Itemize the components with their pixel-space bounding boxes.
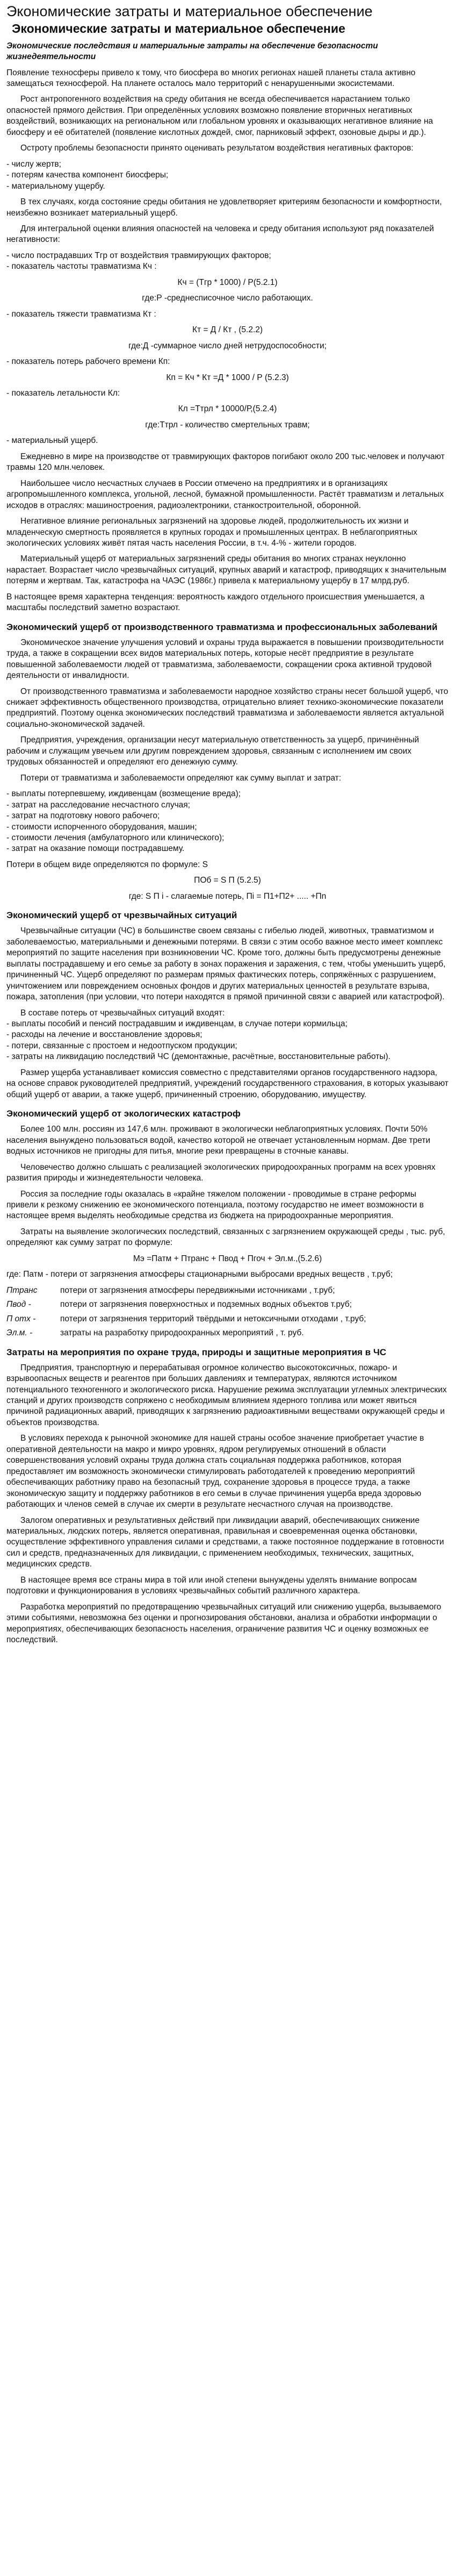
legend-symbol: Эл.м. -	[6, 1328, 33, 1338]
paragraph: - показатель тяжести травматизма Кт :	[6, 309, 156, 319]
paragraph: - материальный ущерб.	[6, 436, 98, 446]
paragraph: В условиях перехода к рыночной экономике для нашей страны особое значение приобретает участие в оперативной деятельности на макро и микро уровнях, ядром регулируемых отношений в области совершенствования условий охраны труда должна стать социальная поддержка работников, которая предоставляет им возможность экономически стимулировать работодателей к проведению мероприятий обеспечивающих работнику право на безопасный труд, сохранение здоровья в процессе труда, а также экономическую защиту и поддержку работников в его семьи в случае причинения ущерба вреда здоровью работающих и членов семей в случае их смерти в результате несчастного случая на производстве.	[6, 1434, 424, 1509]
list-item: - стоимости лечения (амбулаторного или клинического);	[6, 833, 225, 843]
formula-kn: Кп = Кч * Кт =Д * 1000 / Р (5.2.3)	[166, 373, 289, 382]
list-item: - выплаты потерпевшему, иждивенцам (возмещение вреда);	[6, 789, 241, 799]
section-main-title: Экономические затраты и материальное обеспечение	[12, 22, 345, 36]
paragraph: В составе потерь от чрезвычайных ситуаций входят:	[20, 1008, 225, 1018]
paragraph: Размер ущерба устанавливает комиссия совместно с представителями органов государственного надзора, на основе справок руководителей предприятий, учреждений государственного страхования, в которых указывают общий ущерб от аварии, а также ущерб, причиненный строению, оборудованию, имуществу.	[6, 1068, 449, 1099]
formula-pob: ПОб = S П (5.2.5)	[194, 876, 261, 885]
section-measures-title: Затраты на мероприятия по охране труда, природы и защитные мероприятия в ЧС	[6, 1347, 387, 1357]
paragraph: Потери в общем виде определяются по формуле: S	[6, 860, 208, 869]
paragraph: Наибольшее число несчастных случаев в России отмечено на предприятиях и в организациях агропромышленного комплекса, угольной, лесной, бумажной промышленности. Растёт травматизм и летальных исходов в отраслях: машиностроения, радиоэлектроники, станкостроительной, оборонной.	[6, 478, 444, 510]
paragraph: Остроту проблемы безопасности принято оценивать результатом воздействия негативных факторов:	[20, 144, 414, 153]
section-emergency	[6, 910, 449, 1100]
list-item: - материальному ущербу.	[6, 181, 105, 191]
formula-note: где: S П і - слагаемые потерь, Пі = П1+П2+ ..... +Пn	[128, 891, 327, 901]
list-item: - расходы на лечение и восстановление здоровья;	[6, 1030, 203, 1040]
paragraph: Человечество должно слышать с реализацией экологических природоохранных программ на всех уровнях развития природы и жизнедеятельности человека.	[6, 1162, 436, 1183]
formula-note: где:Д -суммарное число дней нетрудоспособности;	[128, 341, 327, 350]
formula-kl: Кл =Ттрл * 10000/Р,(5.2.4)	[178, 404, 277, 414]
list-item: - затрат на оказание помощи пострадавшему.	[6, 844, 185, 854]
paragraph: Экономическое значение улучшения условий и охраны труда выражается в повышении производительности труда, а также в сокращении всех видов материальных потерь, которые несёт предприятие в результате повышенной заболеваемости людей от травматизма, заболеваемости, сокращении срока активной трудовой деятельности от инвалидности.	[6, 638, 444, 681]
paragraph: Рост антропогенного воздействия на среду обитания не всегда обеспечивается нарастанием только опасностей прямого действия. При определённых условиях возможно появление вторичных негативных воздействий, возникающих на региональном или глобальном уровнях и оказывающих негативное влияние на биосферу и её обитателей (появление кислотных дождей, смог, парниковый эффект, озоновые дыры и др.).	[6, 95, 434, 137]
legend-symbol: Пвод -	[6, 1300, 31, 1310]
list-item: - потерям качества компонент биосферы;	[6, 170, 169, 180]
paragraph: Материальный ущерб от материальных загрязнений среды обитания во многих странах неуклонно нарастает. Возрастает число чрезвычайных ситуаций, крупных аварий и катастроф, приводящих к значительным потерям и жертвам. Так, катастрофа на ЧАЭС (1986г.) привела к материальному ущербу в 17 млрд.руб.	[6, 554, 446, 586]
paragraph: Затраты на выявление экологических последствий, связанных с загрязнением окружающей среды , тыс. руб, определяют как сумму затрат по формуле:	[6, 1227, 445, 1248]
paragraph: В настоящее время характерна тенденция: вероятность каждого отдельного происшествия уменьшается, а масштабы последствий заметно возрастают.	[6, 592, 425, 613]
paragraph: Предприятия, учреждения, организации несут материальную ответственность за ущерб, причинённый рабочим и служащим увечьем или другим повреждением здоровья, связанным с исполнением им своих трудовых обязанностей и определяют его денежную сумму.	[6, 735, 420, 767]
formula-note: где: Патм - потери от загрязнения атмосферы стационарными выбросами вредных веществ , т.руб;	[6, 1270, 393, 1279]
paragraph: - показатель летальности Кл:	[6, 388, 120, 398]
paragraph: Негативное влияние региональных загрязнений на здоровье людей, продолжительность их жизни и младенческую смертность проявляется в крупных городах и промышленных центрах. В неблагоприятных экологических условиях живёт пятая часть населения России, в т.ч. 4-% - жители городов.	[6, 517, 417, 548]
formula-ms: Мэ =Патм + Птранс + Пвод + Пгоч + Эл.м.,(5.2.6)	[133, 1254, 322, 1263]
paragraph: Предприятия, транспортную и перерабатывая огромное количество высокотоксичных, пожаро- и взрывоопасных веществ и реагентов при больших давлениях и температурах, являются источником потенциального техногенного и экологического риска. Нарушение режима эксплуатации углемных электрических станций и других производств сопряжено с необходимым влиянием ядерного топлива или может явиться причиной радиационных аварий, приводящих к загрязнению радиоактивными веществами окружающей среды и объектов производства.	[6, 1363, 447, 1427]
section-injury	[6, 621, 449, 903]
legend-symbol: Птранс	[6, 1285, 38, 1295]
legend-symbol: П отх -	[6, 1314, 36, 1323]
formula-kt: Кт = Д / Кт , (5.2.2)	[192, 325, 263, 335]
paragraph: Ежедневно в мире на производстве от травмирующих факторов погибают около 200 тыс.человек и получают травмы 120 млн.человек.	[6, 452, 445, 473]
legend-text: затраты на разработку природоохранных мероприятий , т. руб.	[60, 1328, 304, 1338]
list-item: - затрат на расследование несчастного случая;	[6, 800, 190, 810]
section-injury-title: Экономический ущерб от производственного травматизма и профессиональных заболеваний	[6, 621, 438, 632]
section-eco-title: Экономический ущерб от экологических катастроф	[6, 1108, 241, 1119]
section-main-lead: Экономические последствия и материальные затраты на обеспечение безопасности жизнедеятельности	[6, 41, 378, 62]
section-main	[6, 22, 449, 614]
paragraph: Чрезвычайные ситуации (ЧС) в большинстве своем связаны с гибелью людей, животных, травматизмом и заболеваемостью, материальными и денежными потерями. В связи с этим особо важное место имеет комплекс мероприятий по защите населения при возникновении ЧС. Кроме того, должны быть предусмотрены денежные выплаты пострадавшему и его семье за работу в зонах поражения и заражения, с тем, чтобы уменьшить ущерб, причиненный ЧС. Ущерб определяют по размерам прямых фактических потерь, сопряжённых с разрушением, уничтожением или повреждением основных фондов и других материальных ценностей в результате взрыва, пожара, затопления (при условии, что потери находятся в прямой причинной связи с аварией или катастрофой).	[6, 926, 446, 1002]
legend-row	[6, 1314, 449, 1325]
paragraph: Потери от травматизма и заболеваемости определяют как сумму выплат и затрат:	[20, 773, 342, 783]
list-item: - число пострадавших Тгр от воздействия травмирующих факторов;	[6, 251, 271, 260]
legend-row	[6, 1299, 449, 1310]
section-emergency-title: Экономический ущерб от чрезвычайных ситуаций	[6, 910, 237, 921]
section-measures	[6, 1347, 449, 1646]
paragraph: Более 100 млн. россиян из 147,6 млн. проживают в экологически неблагоприятных условиях. Почти 50% населения вынуждено пользоваться водой, качество которой не отвечает установленным нормам. Две трети водных источников не пригодны для питья, многие реки превращены в сточные канавы.	[6, 1125, 430, 1156]
paragraph: Россия за последние годы оказалась в «крайне тяжелом положении - проводимые в стране реформы привели к резкому снижению ее экономического потенциала, поэтому государство не имеет возможности в настоящее время выделять необходимые средства из бюджета на природоохранные мероприятия.	[6, 1189, 424, 1221]
list-item: - затраты на ликвидацию последствий ЧС (демонтажные, расчётные, восстановительные работы).	[6, 1052, 391, 1062]
legend-row	[6, 1328, 449, 1339]
formula-note: где:Р -среднесписочное число работающих.	[142, 294, 313, 303]
legend-text: потери от загрязнения атмосферы передвижными источниками , т.руб;	[60, 1285, 335, 1295]
list-item: - числу жертв;	[6, 159, 61, 169]
legend-text: потери от загрязнения территорий твёрдыми и нетоксичными отходами , т.руб;	[60, 1314, 366, 1323]
paragraph: Залогом оперативных и результативных действий при ликвидации аварий, обеспечивающих снижение материальных, людских потерь, является оперативная, правильная и своевременная оценка обстановки, осуществление эффективного управления силами и средствами, а также постоянное поддержание в готовности сил и средств, предназначенных для ликвидации, с применением необходимых, технических, защитных, медицинских средств.	[6, 1515, 444, 1569]
paragraph: Для интегральной оценки влияния опасностей на человека и среду обитания используют ряд показателей негативности:	[6, 224, 434, 245]
list-item: - потери, связанные с простоем и недоотпуском продукции;	[6, 1041, 237, 1050]
formula-note: где:Ттрл - количество смертельных травм;	[145, 420, 310, 430]
section-eco	[6, 1108, 449, 1339]
legend-text: потери от загрязнения поверхностных и подземных водных объектов т.руб;	[60, 1300, 352, 1310]
paragraph: Появление техносферы привело к тому, что биосфера во многих регионах нашей планеты стала активно замещаться техносферой. На планете осталось мало территорий с ненарушенными экосистемами.	[6, 68, 416, 88]
page-title: Экономические затраты и материальное обеспечение	[6, 3, 373, 19]
paragraph: От производственного травматизма и заболеваемости народное хозяйство страны несет большой ущерб, что снижает эффективность общественного производства, отрицательно влияет технико-экономические показатели предприятий. Поэтому оценка экономических последствий травматизма и заболеваемости является актуальной социально-экономической задачей.	[6, 686, 449, 729]
paragraph: В настоящее время все страны мира в той или иной степени вынуждены уделять внимание вопросам подготовки и функционирования в условиях чрезвычайных событий различного характера.	[6, 1575, 417, 1596]
legend-row	[6, 1285, 449, 1296]
paragraph: В тех случаях, когда состояние среды обитания не удовлетворяет критериям безопасности и комфортности, неизбежно возникает материальный ущерб.	[6, 197, 442, 218]
list-item: - затрат на подготовку нового рабочего;	[6, 811, 160, 821]
paragraph: - показатель потерь рабочего времени Кп:	[6, 357, 170, 367]
formula-kch: Кч = (Тгр * 1000) / Р(5.2.1)	[177, 277, 278, 287]
paragraph: Разработка мероприятий по предотвращению чрезвычайных ситуаций или снижению ущерба, вызываемого этими событиями, невозможна без оценки и прогнозирования обстановки, анализа и обработки информации о мероприятиях, обеспечивающих безопасность населения, ограничение развития ЧС и оценку возможных ее последствий.	[6, 1602, 442, 1645]
list-item: - выплаты пособий и пенсий пострадавшим и иждивенцам, в случае потери кормильца;	[6, 1019, 348, 1028]
list-item: - стоимости испорченного оборудования, машин;	[6, 822, 197, 832]
list-item: - показатель частоты травматизма Кч :	[6, 262, 157, 271]
